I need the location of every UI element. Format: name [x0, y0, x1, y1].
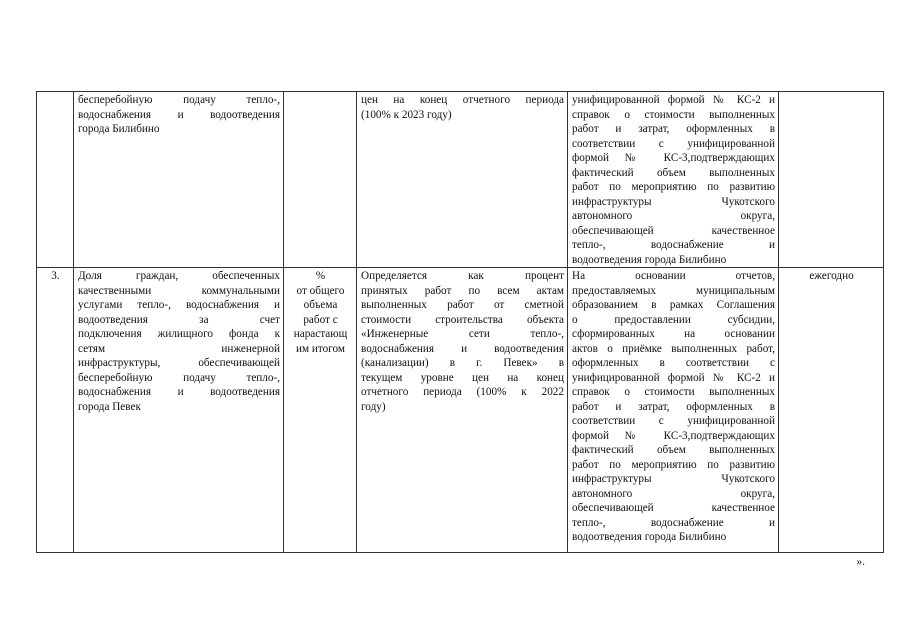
row-number-cell — [37, 268, 74, 553]
unit-line: % — [315, 270, 326, 282]
unit-line: работ с — [303, 313, 338, 326]
unit-cell — [284, 92, 357, 268]
method-line: принятых работ по всем актам — [361, 284, 564, 297]
method-line: водоснабжения и водоотведения — [361, 342, 564, 355]
source-line: формой № КС-3,подтверждающих — [572, 152, 775, 164]
calculation-method-cell — [357, 268, 568, 553]
source-line: автономного округа, — [572, 487, 775, 500]
source-line: о предоставлении субсидии, — [572, 313, 775, 326]
table-row — [37, 268, 884, 553]
source-line: обеспечивающей качественное — [572, 502, 775, 514]
unit-line: нарастающ — [293, 328, 348, 340]
periodicity-cell — [779, 92, 884, 268]
source-line: соответствии с унифицированной — [572, 415, 775, 427]
source-line: актов о приёмке выполненных работ, — [572, 342, 775, 355]
name-line: города Певек — [78, 400, 141, 413]
periodicity-cell — [779, 268, 884, 553]
source-line: справок о стоимости выполненных — [572, 386, 775, 398]
name-line: услугами тепло-, водоснабжения и — [78, 299, 280, 311]
source-line: соответствии с унифицированной — [572, 137, 775, 150]
source-line: инфраструктуры Чукотского — [572, 195, 775, 208]
name-line: бесперебойную подачу тепло-, — [78, 371, 280, 384]
source-line: работ по мероприятию по развитию — [572, 181, 775, 193]
method-line: текущем уровне цен на конец — [361, 371, 564, 384]
data-source-cell — [568, 268, 779, 553]
method-line: отчетного периода (100% к 2022 — [361, 386, 564, 398]
source-line: предоставляемых муниципальным — [572, 284, 775, 297]
method-line: Определяется как процент — [361, 270, 564, 282]
method-line: цен на конец отчетного периода — [361, 94, 564, 106]
data-source-cell — [568, 92, 779, 268]
source-line: формой № КС-3,подтверждающих — [572, 429, 775, 442]
method-line: (канализации) в г. Певек» в — [361, 357, 564, 369]
unit-line: объема — [303, 299, 338, 311]
method-line: (100% к 2023 году) — [361, 108, 452, 121]
indicator-name-cell — [74, 268, 284, 553]
row-number: 3. — [51, 270, 60, 282]
source-line: справок о стоимости выполненных — [572, 108, 775, 121]
name-line: инфраструктуры, обеспечивающей — [78, 357, 280, 369]
source-line: тепло-, водоснабжение и — [572, 239, 775, 251]
method-line: «Инженерные сети тепло-, — [361, 328, 564, 340]
source-line: тепло-, водоснабжение и — [572, 516, 775, 529]
calculation-method-cell — [357, 92, 568, 268]
name-line: подключения жилищного фонда к — [78, 328, 280, 340]
source-line: унифицированной формой № КС-2 и — [572, 371, 775, 384]
source-line: водоотведения города Билибино — [572, 253, 727, 266]
name-line: водоснабжения и водоотведения — [78, 108, 280, 121]
periodicity-value: ежегодно — [809, 270, 854, 282]
indicators-table — [36, 91, 884, 553]
unit-line: им итогом — [296, 342, 345, 355]
source-line: автономного округа, — [572, 210, 775, 222]
source-line: работ и затрат, оформленных в — [572, 400, 775, 413]
source-line: инфраструктуры Чукотского — [572, 473, 775, 485]
row-number-cell — [37, 92, 74, 268]
name-line: сетям инженерной — [78, 342, 280, 355]
source-line: На основании отчетов, — [572, 270, 775, 282]
source-line: образованием в рамках Соглашения — [572, 299, 775, 311]
source-line: фактический объем выполненных — [572, 444, 775, 456]
unit-line: от общего — [296, 284, 345, 297]
name-line: водоотведения за счет — [78, 313, 280, 326]
name-line: Доля граждан, обеспеченных — [78, 270, 280, 282]
table-row — [37, 92, 884, 268]
method-line: стоимости строительства объекта — [361, 313, 564, 326]
source-line: оформленных в соответствии с — [572, 357, 775, 369]
closing-quote-mark: ». — [856, 556, 865, 568]
source-line: обеспечивающей качественное — [572, 224, 775, 237]
source-line: работ по мероприятию по развитию — [572, 458, 775, 471]
source-line: водоотведения города Билибино — [572, 531, 727, 543]
name-line: бесперебойную подачу тепло-, — [78, 94, 280, 106]
source-line: унифицированной формой № КС-2 и — [572, 94, 775, 106]
source-line: фактический объем выполненных — [572, 166, 775, 179]
name-line: качественными коммунальными — [78, 284, 280, 297]
unit-cell — [284, 268, 357, 553]
source-line: сформированных на основании — [572, 328, 775, 340]
name-line: города Билибино — [78, 123, 160, 135]
indicator-name-cell — [74, 92, 284, 268]
method-line: выполненных работ от сметной — [361, 299, 564, 311]
source-line: работ и затрат, оформленных в — [572, 123, 775, 135]
name-line: водоснабжения и водоотведения — [78, 386, 280, 398]
method-line: году) — [361, 400, 386, 413]
